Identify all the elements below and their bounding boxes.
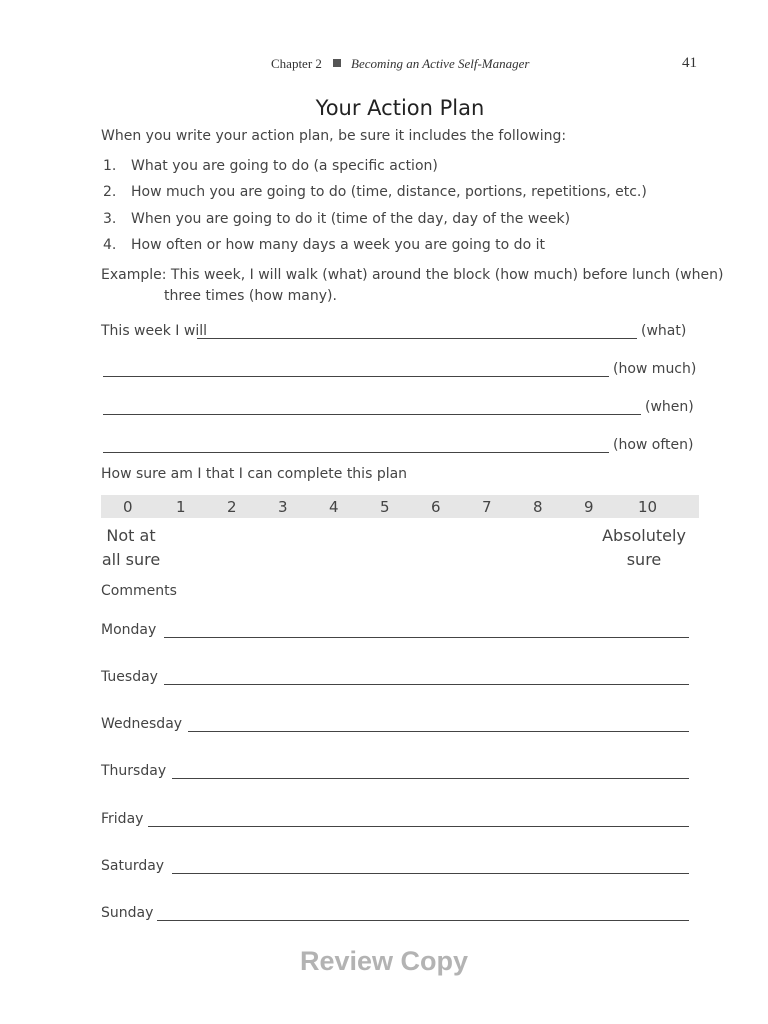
scale-value[interactable]: 0 (123, 498, 133, 516)
how-often-blank-line[interactable] (103, 452, 609, 453)
scale-value[interactable]: 7 (482, 498, 492, 516)
chapter-label: Chapter 2 (271, 56, 322, 71)
scale-value[interactable]: 1 (176, 498, 186, 516)
list-text: What you are going to do (a specific action) (131, 158, 438, 174)
comments-label: Comments (101, 583, 177, 599)
confidence-question: How sure am I that I can complete this plan (101, 466, 408, 482)
day-label-sunday: Sunday (101, 905, 154, 921)
list-text: When you are going to do it (time of the day, day of the week) (131, 211, 571, 227)
scale-value[interactable]: 3 (278, 498, 288, 516)
page-number: 41 (682, 55, 697, 71)
scale-value[interactable]: 9 (584, 498, 594, 516)
day-label-saturday: Saturday (101, 858, 165, 874)
day-label-friday: Friday (101, 811, 144, 827)
scale-high-label: Absolutely sure (602, 526, 686, 569)
list-number: 4. (103, 237, 117, 253)
how-much-blank-line[interactable] (103, 376, 609, 377)
wednesday-blank-line[interactable] (188, 731, 689, 732)
saturday-blank-line[interactable] (172, 873, 689, 874)
separator-square-icon (333, 59, 341, 67)
tuesday-blank-line[interactable] (164, 684, 689, 685)
list-item (103, 158, 438, 174)
when-blank-line[interactable] (103, 414, 641, 415)
example-line-2: three times (how many). (164, 288, 337, 304)
page-title: Your Action Plan (315, 96, 485, 120)
how-often-label: (how often) (613, 437, 694, 453)
list-number: 2. (103, 184, 117, 200)
sunday-blank-line[interactable] (157, 920, 689, 921)
monday-blank-line[interactable] (164, 637, 689, 638)
scale-value[interactable]: 2 (227, 498, 237, 516)
scale-low-label: Not at all sure (101, 526, 161, 569)
when-label: (when) (645, 399, 694, 415)
thursday-blank-line[interactable] (172, 778, 689, 779)
day-label-tuesday: Tuesday (101, 669, 158, 685)
day-label-wednesday: Wednesday (101, 716, 183, 732)
scale-value[interactable]: 5 (380, 498, 390, 516)
list-item (103, 237, 545, 253)
list-item (103, 184, 647, 200)
example-line-1: Example: This week, I will walk (what) around the block (how much) before lunch (when) (101, 267, 724, 283)
how-much-label: (how much) (613, 361, 697, 377)
list-number: 1. (103, 158, 117, 174)
what-blank-line[interactable] (197, 338, 637, 339)
friday-blank-line[interactable] (148, 826, 689, 827)
scale-value[interactable]: 6 (431, 498, 441, 516)
day-label-monday: Monday (101, 622, 157, 638)
review-copy-watermark: Review Copy (299, 946, 469, 976)
scale-value[interactable]: 4 (329, 498, 339, 516)
chapter-subtitle: Becoming an Active Self-Manager (351, 56, 530, 71)
list-text: How often or how many days a week you are going to do it (131, 237, 545, 253)
list-item (103, 211, 570, 227)
this-week-label: This week I will (101, 323, 207, 339)
what-label: (what) (641, 323, 687, 339)
confidence-scale (101, 495, 699, 518)
intro-text: When you write your action plan, be sure it includes the following: (101, 128, 567, 144)
list-text: How much you are going to do (time, distance, portions, repetitions, etc.) (131, 184, 647, 200)
scale-value[interactable]: 8 (533, 498, 543, 516)
scale-value[interactable]: 10 (638, 498, 658, 516)
day-label-thursday: Thursday (101, 763, 167, 779)
list-number: 3. (103, 211, 117, 227)
